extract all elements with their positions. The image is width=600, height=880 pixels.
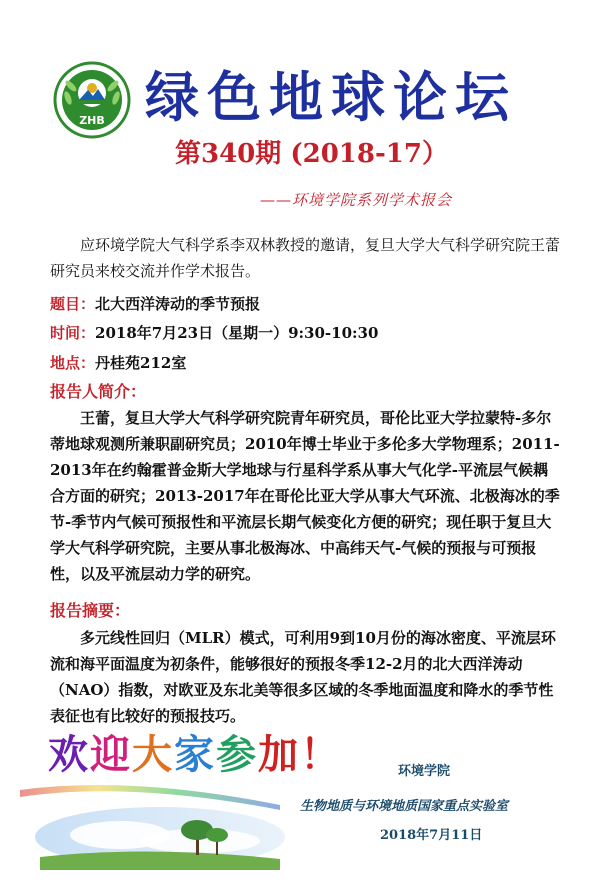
abstract-heading: 报告摘要： — [50, 601, 131, 620]
bio-heading: 报告人简介： — [50, 382, 147, 401]
welcome-char: ！ — [300, 731, 342, 778]
place-line — [50, 352, 186, 373]
welcome-char: 加 — [258, 731, 300, 778]
issue-date: 2018年7月11日 — [380, 828, 483, 843]
topic-label: 题目： — [50, 295, 96, 313]
zhb-logo — [52, 60, 132, 140]
page-title: 绿色地球论坛 — [145, 65, 517, 129]
bio-paragraph: 王蕾，复旦大学大气科学研究院青年研究员，哥伦比亚大学拉蒙特-多尔蒂地球观测所兼职副研究员；2010年博士毕业于多伦多大学物理系；2011-2013年在约翰霍普金斯大学地球与行星科学系从事大气化学-平流层气候耦合方面的研究；2013-2017年在哥伦比亚大学从事大气环流、北极海冰的季节-季节内气候可预报性和平流层长期气候变化方便的研究；现任职于复旦大学大气科学研究院，主要从事北极海冰、中高纬天气-气候的预报与可预报性，以及平流层动力学的研究。 — [50, 409, 560, 583]
time-value: 2018年7月23日（星期一）9:30-10:30 — [95, 324, 379, 342]
time-label: 时间： — [50, 324, 96, 342]
series-subtitle: ——环境学院系列学术报会 — [260, 191, 453, 209]
organizer-lab: 生物地质与环境地质国家重点实验室 — [300, 799, 509, 814]
welcome-char: 家 — [174, 731, 216, 778]
organizer-school: 环境学院 — [398, 764, 451, 779]
welcome-char: 参 — [216, 731, 258, 778]
topic-value: 北大西洋涛动的季节预报 — [95, 295, 261, 313]
issue-number: 第340期 (2018-17） — [175, 139, 448, 169]
time-line — [50, 322, 378, 343]
place-value: 丹桂苑212室 — [95, 354, 187, 372]
landscape-illustration — [10, 775, 290, 875]
svg-text:ZHB: ZHB — [79, 114, 105, 127]
welcome-char: 欢 — [48, 731, 90, 778]
place-label: 地点： — [50, 354, 96, 372]
abstract-paragraph: 多元线性回归（MLR）模式，可利用9到10月份的海冰密度、平流层环流和海平面温度为初条件，能够很好的预报冬季12-2月的北大西洋涛动（NAO）指数，对欧亚及东北美等很多区域的冬季地面温度和降水的季节性表征也有比较好的预报技巧。 — [50, 629, 556, 725]
welcome-char: 大 — [132, 731, 174, 778]
topic-line — [50, 293, 260, 314]
welcome-char: 迎 — [90, 731, 132, 778]
welcome-banner — [48, 731, 342, 778]
intro-paragraph: 应环境学院大气科学系李双林教授的邀请，复旦大学大气科学研究院王蕾研究员来校交流并作学术报告。 — [50, 236, 561, 280]
